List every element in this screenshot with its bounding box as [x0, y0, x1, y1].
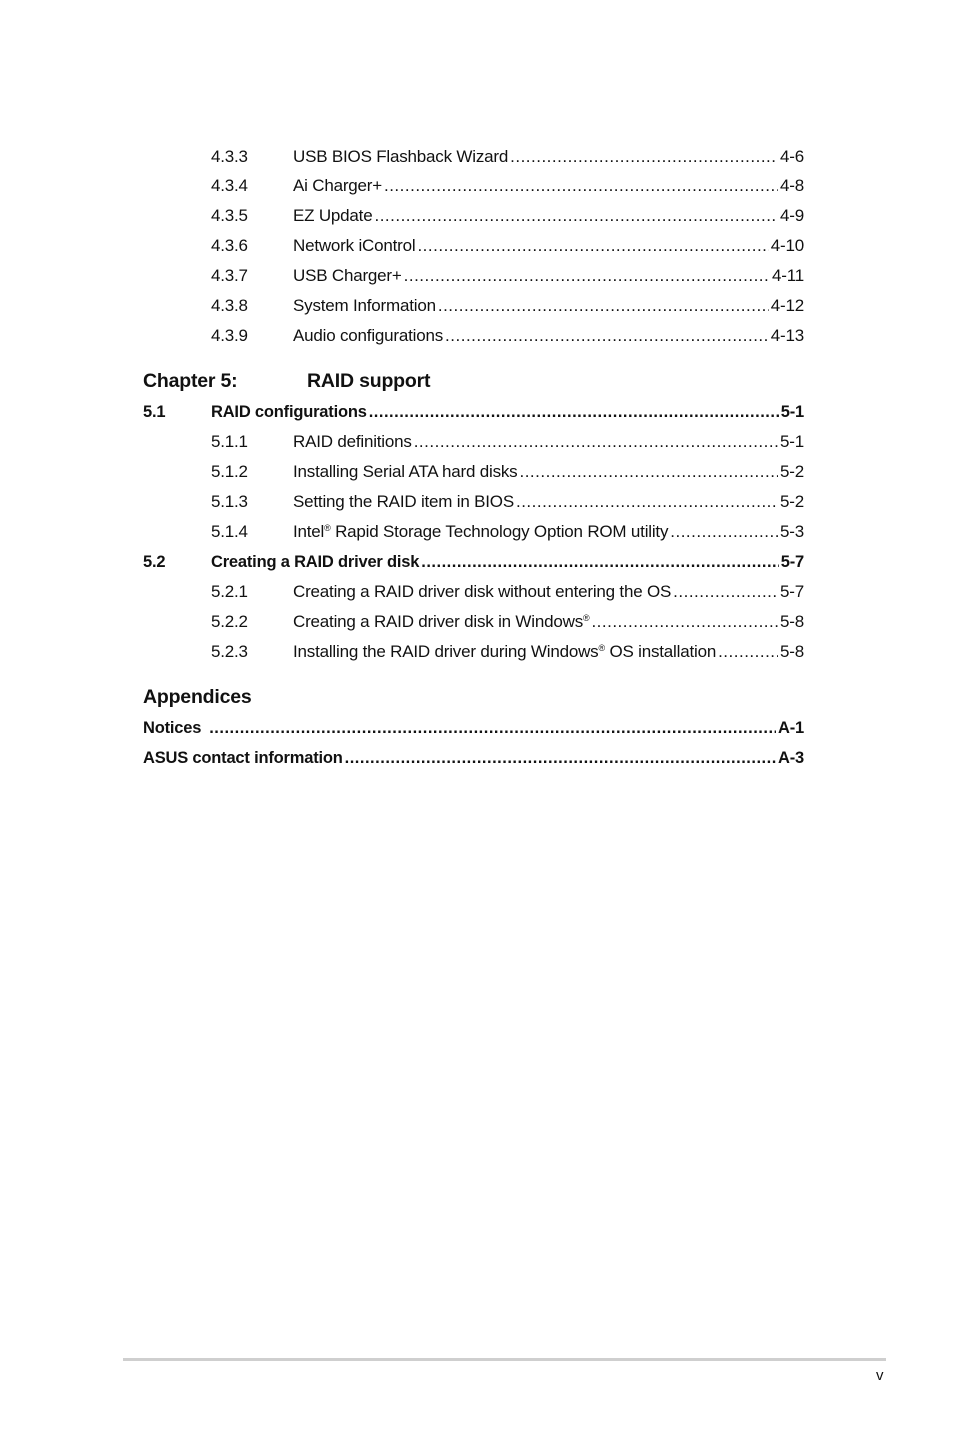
- toc-section-5-1[interactable]: [143, 401, 804, 423]
- toc-section-title: Creating a RAID driver disk: [211, 553, 420, 571]
- registered-mark: ®: [598, 643, 605, 653]
- dot-leader: [369, 401, 779, 423]
- dot-leader: [445, 325, 769, 347]
- toc-entry-number: 5.1.2: [211, 462, 248, 481]
- registered-mark: ®: [324, 523, 331, 533]
- title-part: OS installation: [604, 642, 717, 661]
- toc-entry-number: 4.3.9: [211, 326, 248, 345]
- appendices-title: Appendices: [143, 686, 252, 708]
- toc-entry-number: 4.3.3: [211, 147, 248, 166]
- toc-entry-title: USB BIOS Flashback Wizard: [293, 147, 509, 166]
- toc-entry-4-3-8[interactable]: [143, 295, 804, 317]
- toc-entry-page: 4-13: [770, 326, 804, 345]
- toc-entry-4-3-4[interactable]: [143, 175, 804, 197]
- dot-leader: [670, 521, 778, 543]
- dot-leader: [209, 717, 776, 739]
- dot-leader: [591, 611, 778, 633]
- toc-entry-number: 4.3.6: [211, 236, 248, 255]
- toc-entry-page: 5-1: [780, 432, 804, 451]
- toc-entry-5-1-2[interactable]: [143, 461, 804, 483]
- toc-entry-title: USB Charger+: [293, 266, 402, 285]
- dot-leader: [384, 175, 778, 197]
- dot-leader: [673, 581, 778, 603]
- chapter-title: RAID support: [307, 370, 431, 392]
- dot-leader: [519, 461, 778, 483]
- toc-entry-5-2-3[interactable]: [143, 641, 804, 663]
- dot-leader: [345, 747, 776, 769]
- toc-entry-number: 5.2.1: [211, 582, 248, 601]
- title-part: Creating a RAID driver disk in Windows: [293, 612, 583, 631]
- toc-entry-5-2-1[interactable]: [143, 581, 804, 603]
- toc-entry-title: Creating a RAID driver disk without entering the OS: [293, 582, 672, 601]
- toc-appendix-asus-contact[interactable]: [143, 747, 804, 769]
- toc-section-title: RAID configurations: [211, 403, 367, 421]
- toc-section-number: 5.1: [143, 403, 166, 421]
- toc-appendix-page: A-3: [778, 749, 804, 767]
- toc-entry-number: 5.2.2: [211, 612, 248, 631]
- toc-entry-number: 4.3.4: [211, 176, 248, 195]
- toc-appendix-notices[interactable]: [143, 717, 804, 739]
- toc-entry-title: Ai Charger+: [293, 176, 382, 195]
- toc-section-5-2[interactable]: [143, 551, 804, 573]
- dot-leader: [516, 491, 778, 513]
- toc-entry-page: 4-8: [780, 176, 804, 195]
- toc-entry-4-3-9[interactable]: [143, 325, 804, 347]
- toc-entry-title: [293, 641, 716, 663]
- toc-entry-4-3-5[interactable]: [143, 205, 804, 227]
- toc-entry-page: 5-2: [780, 492, 804, 511]
- toc-entry-title: EZ Update: [293, 206, 373, 225]
- toc-entry-title: Setting the RAID item in BIOS: [293, 492, 514, 511]
- toc-entry-5-1-1[interactable]: [143, 431, 804, 453]
- toc-entry-page: 4-12: [770, 296, 804, 315]
- title-part: Intel: [293, 522, 325, 541]
- toc-entry-page: 4-11: [772, 266, 804, 285]
- toc-appendix-title: Notices: [143, 719, 202, 737]
- toc-entry-4-3-7[interactable]: [143, 265, 804, 287]
- toc-entry-title: Audio configurations: [293, 326, 444, 345]
- toc-entry-5-1-3[interactable]: [143, 491, 804, 513]
- dot-leader: [438, 295, 769, 317]
- toc-entry-number: 5.1.4: [211, 522, 248, 541]
- toc-entry-page: 4-6: [780, 147, 804, 166]
- toc-entry-number: 4.3.8: [211, 296, 248, 315]
- title-part: Rapid Storage Technology Option ROM utility: [330, 522, 669, 541]
- toc-entry-5-1-4[interactable]: [143, 521, 804, 543]
- registered-mark: ®: [583, 613, 590, 623]
- toc-entry-title: System Information: [293, 296, 436, 315]
- toc-entry-4-3-3[interactable]: [143, 146, 804, 168]
- toc-entry-page: 5-2: [780, 462, 804, 481]
- dot-leader: [404, 265, 770, 287]
- toc-entry-number: 4.3.7: [211, 266, 248, 285]
- toc-section-number: 5.2: [143, 553, 166, 571]
- dot-leader: [421, 551, 779, 573]
- toc-entry-page: 5-7: [780, 582, 804, 601]
- dot-leader: [510, 146, 778, 168]
- toc-entry-page: 4-10: [770, 236, 804, 255]
- dot-leader: [414, 431, 778, 453]
- dot-leader: [374, 205, 778, 227]
- toc-entry-title: RAID definitions: [293, 432, 412, 451]
- toc-entry-4-3-6[interactable]: [143, 235, 804, 257]
- toc-section-page: 5-7: [780, 553, 804, 571]
- toc-entry-title: Network iControl: [293, 236, 416, 255]
- toc-entry-page: 5-8: [780, 642, 804, 661]
- toc-entry-title: Installing Serial ATA hard disks: [293, 462, 518, 481]
- toc-appendix-title: ASUS contact information: [143, 749, 343, 767]
- toc-entry-title: [293, 521, 668, 543]
- toc-entry-page: 5-3: [780, 522, 804, 541]
- toc-entry-number: 4.3.5: [211, 206, 248, 225]
- toc-entry-page: 5-8: [780, 612, 804, 631]
- toc-entry-number: 5.2.3: [211, 642, 248, 661]
- dot-leader: [417, 235, 768, 257]
- title-part: Installing the RAID driver during Windows: [293, 642, 599, 661]
- dot-leader: [718, 641, 778, 663]
- footer-rule: [123, 1358, 886, 1361]
- toc-section-page: 5-1: [780, 403, 804, 421]
- toc-entry-number: 5.1.1: [211, 432, 248, 451]
- toc-entry-number: 5.1.3: [211, 492, 248, 511]
- toc-appendix-page: A-1: [778, 719, 804, 737]
- chapter-label: Chapter 5:: [143, 370, 238, 392]
- toc-entry-5-2-2[interactable]: [143, 611, 804, 633]
- toc-entry-title: [293, 611, 589, 633]
- page-number: v: [876, 1367, 884, 1384]
- toc-entry-page: 4-9: [780, 206, 804, 225]
